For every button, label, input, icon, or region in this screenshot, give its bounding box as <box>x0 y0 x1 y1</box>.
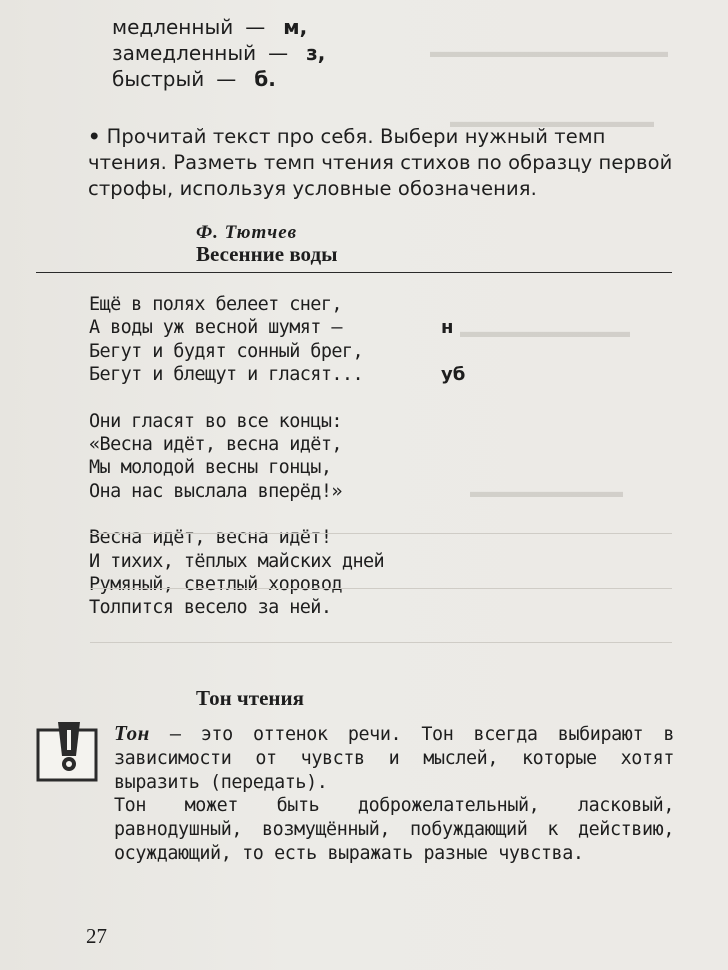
show-through-text: ▬▬▬▬▬▬▬▬▬▬ <box>460 322 630 341</box>
bullet-icon: • <box>88 125 101 148</box>
poem-line-text: И тихих, тёплых майских дней <box>89 550 385 572</box>
stanza-3 <box>89 526 384 620</box>
legend-dash: — <box>268 41 289 65</box>
task-text: Прочитай текст про себя. Выбери нужный темп чтения. Разметь темп чтения стихов по образцу первой строфы, используя условные обозначения. <box>88 125 673 200</box>
poem-line-text: Она нас выслала вперёд!» <box>89 480 342 502</box>
poem-line-text: «Весна идёт, весна идёт, <box>89 433 342 455</box>
legend-row <box>112 14 325 40</box>
legend-word: медленный <box>112 15 234 39</box>
poem-line <box>89 456 384 479</box>
legend-dash: — <box>245 15 266 39</box>
definition-text: — это оттенок речи. Тон всегда выбирают в зависимости от чувств и мыслей, которые хотят выразить (передать). <box>114 724 674 793</box>
tempo-mark: н <box>441 317 454 339</box>
divider <box>36 272 672 273</box>
poem-line <box>89 573 384 596</box>
writing-line <box>90 588 672 589</box>
poem-line-text: Весна идёт, весна идёт! <box>89 527 332 549</box>
legend-word: быстрый <box>112 67 205 91</box>
stanza-2 <box>89 410 384 504</box>
legend-row <box>112 66 325 92</box>
poem-line <box>89 433 384 456</box>
poem-author: Ф. Тютчев <box>196 222 298 243</box>
poem-line <box>89 363 466 386</box>
poem-line <box>89 480 384 503</box>
poem-line <box>89 596 384 619</box>
legend-mark: б. <box>254 67 276 91</box>
defined-term: Тон <box>114 721 150 745</box>
legend-word: замедленный <box>112 41 257 65</box>
poem-line <box>89 316 454 339</box>
poem-line <box>89 293 384 316</box>
poem-line <box>89 550 384 573</box>
poem-line-text: А воды уж весной шумят — <box>89 317 342 339</box>
tempo-mark: уб <box>441 364 466 386</box>
section-title: Тон чтения <box>196 686 304 710</box>
attention-icon <box>36 722 98 782</box>
stanza-1 <box>89 293 466 387</box>
show-through-text: ▬▬▬▬▬▬▬▬▬▬▬▬ <box>450 112 654 131</box>
writing-line <box>90 533 672 534</box>
tempo-legend <box>112 14 325 92</box>
page-number: 27 <box>86 924 107 948</box>
poem-line-text: Румяный, светлый хоровод <box>89 573 342 595</box>
poem-line-text: Бегут и блещут и гласят... <box>89 364 363 386</box>
task-instruction <box>88 124 678 202</box>
poem-line-text: Они гласят во все концы: <box>89 410 342 432</box>
legend-mark: з, <box>306 41 326 65</box>
show-through-text: ▬▬▬▬▬▬▬▬▬ <box>470 482 623 501</box>
poem-line <box>89 410 384 433</box>
legend-row <box>112 40 325 66</box>
poem-line-text: Мы молодой весны гонцы, <box>89 457 332 479</box>
poem-body <box>89 293 466 643</box>
legend-mark: м, <box>283 15 308 39</box>
legend-dash: — <box>216 67 237 91</box>
poem-line-text: Ещё в полях белеет снег, <box>89 294 342 315</box>
definition-paragraph <box>114 722 674 794</box>
show-through-text: ▬▬▬▬▬▬▬▬▬▬▬▬▬▬ <box>430 42 668 61</box>
tone-definition <box>114 722 674 866</box>
writing-line <box>90 642 672 643</box>
poem-title: Весенние воды <box>196 242 338 266</box>
poem-line-text: Бегут и будят сонный брег, <box>89 340 363 362</box>
poem-line <box>89 526 384 549</box>
poem-line <box>89 340 384 363</box>
poem-line-text: Толпится весело за ней. <box>89 597 332 619</box>
tone-types-paragraph: Тон может быть доброжелательный, ласковый, равнодушный, возмущённый, побуждающий к действию, осуждающий, то есть выражать разные чувства. <box>114 795 674 864</box>
